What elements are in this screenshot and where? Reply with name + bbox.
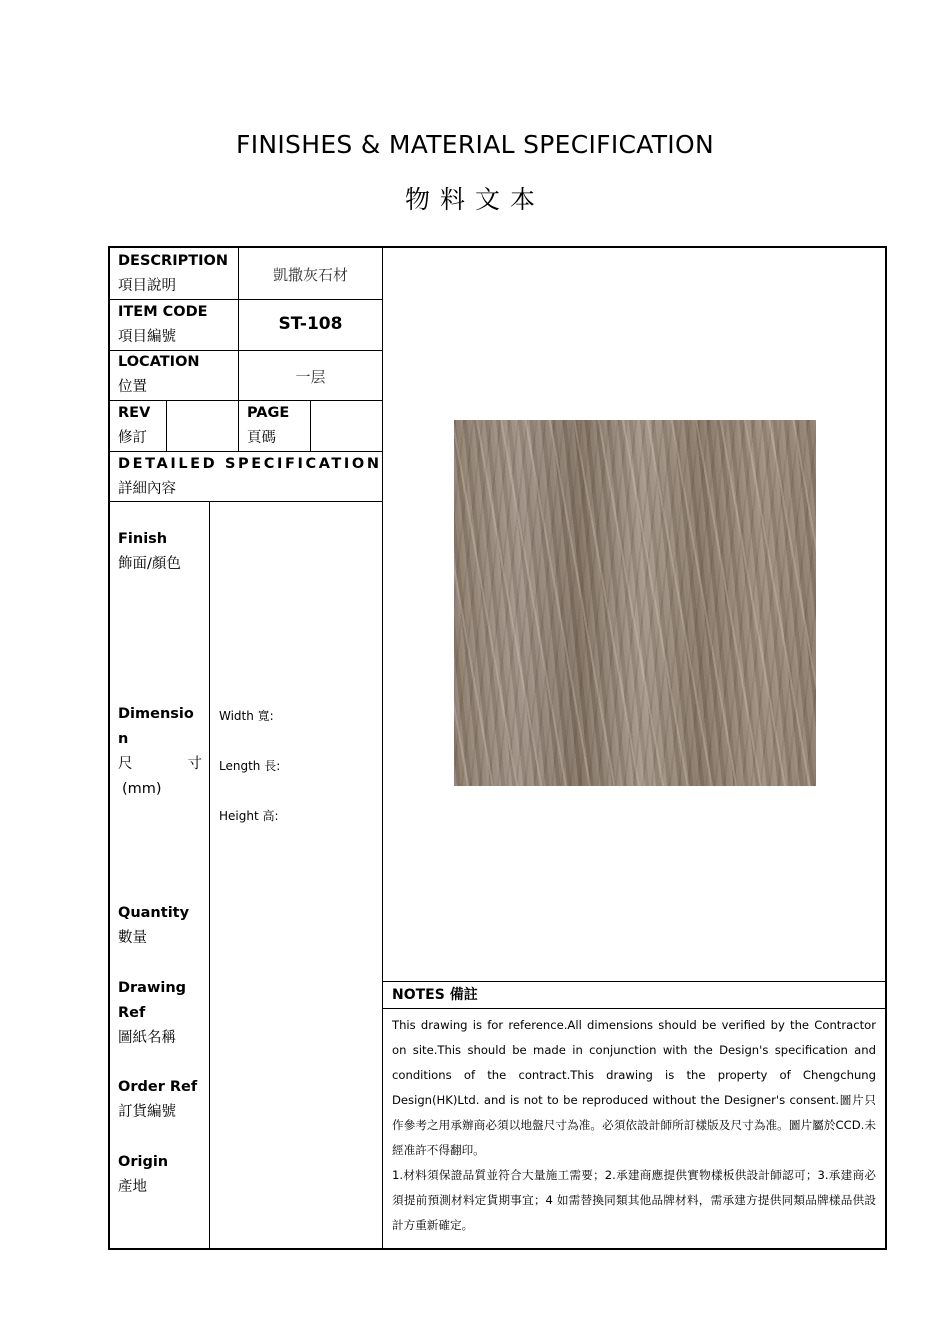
divider [209, 501, 210, 1248]
dimension-label: Dimensio n 尺 寸 (mm) [118, 706, 202, 797]
page-label: PAGE 頁碼 [247, 405, 290, 446]
divider [382, 981, 885, 982]
spec-sheet [108, 246, 887, 1250]
divider [238, 400, 239, 451]
notes-text-cn: 1.材料須保證品質並符合大量施工需要；2.承建商應提供實物樣板供設計師認可；3.承建商必須提前預測材料定貨期事宜；4 如需替換同類其他品牌材料，需承建方提供同類品牌樣品供設計方重新確定。 [392, 1168, 876, 1232]
page-subtitle: 物料文本 [404, 185, 545, 214]
description-value: 凱撒灰石材 [272, 266, 348, 284]
detailed-spec-label: DETAILED SPECIFICATION 詳細內容 [118, 456, 382, 497]
length-field: Length 長: [219, 759, 281, 773]
finish-label: Finish 飾面/顏色 [118, 531, 181, 572]
height-field: Height 高: [219, 809, 279, 823]
location-value: 一层 [295, 368, 326, 386]
page-title: FINISHES & MATERIAL SPECIFICATION [236, 130, 714, 159]
item-code-label: ITEM CODE 項目編號 [118, 304, 208, 345]
quantity-label: Quantity 數量 [118, 905, 190, 946]
width-field: Width 寬: [219, 709, 274, 723]
notes-title: NOTES 備註 [392, 987, 478, 1003]
notes-body [392, 1013, 876, 1238]
divider [166, 400, 167, 451]
origin-label: Origin 產地 [118, 1154, 169, 1195]
divider [382, 1008, 885, 1009]
material-sample-image [454, 420, 816, 786]
item-code-value: ST-108 [278, 314, 343, 334]
rev-label: REV 修訂 [118, 405, 151, 446]
divider [310, 400, 311, 451]
notes-text-en: This drawing is for reference.All dimensions should be verified by the Contractor on site.This should be made in conjunction with the Design's specification and conditions of the contract.This drawing is the property of Chengchung Design(HK)Ltd. and is not to be reproduced without the Designer's consent.圖片只作參考之用承辦商必須以地盤尺寸為准。必須依設計師所訂樣版及尺寸為准。圖片屬於CCD.未經准許不得翻印。 [392, 1018, 876, 1157]
divider [110, 400, 382, 401]
description-label: DESCRIPTION 項目說明 [118, 253, 228, 294]
location-label: LOCATION 位置 [118, 354, 200, 395]
main-divider [382, 248, 383, 1248]
order-ref-label: Order Ref 訂貨編號 [118, 1079, 198, 1120]
drawing-ref-label: Drawing Ref 圖紙名稱 [118, 980, 187, 1046]
